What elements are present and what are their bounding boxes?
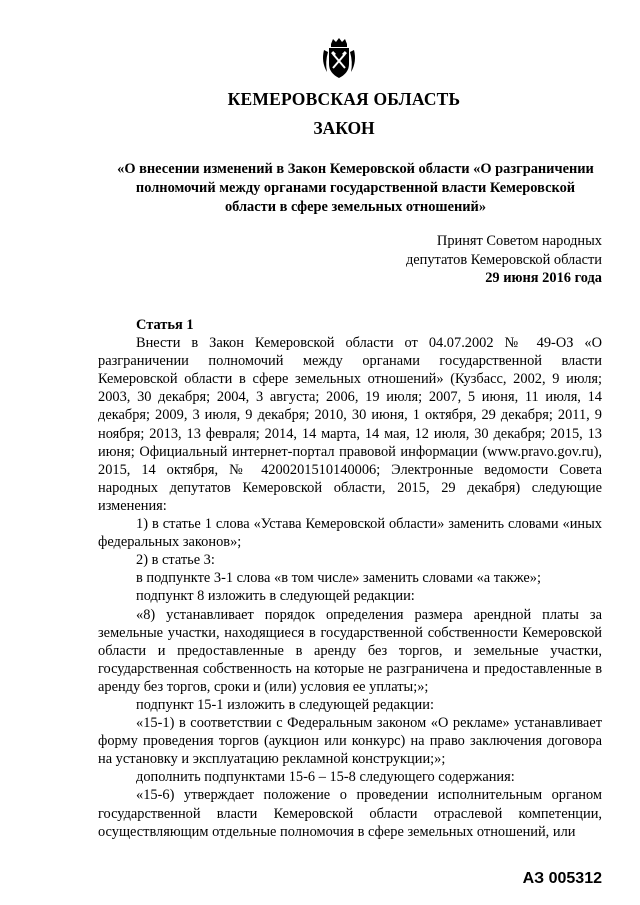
article-paragraph: «15-6) утверждает положение о проведении исполнительным органом государственной власти Кемеровской области отраслевой компетенции, осуществляющим отдельные полномочия в сфере земельных отношений, или: [98, 787, 602, 840]
law-name: [98, 160, 613, 217]
article-paragraph: в подпункте 3-1 слова «в том числе» заменить словами «а также»;: [136, 570, 541, 587]
adoption-block: [406, 232, 602, 288]
law-name-line: «О внесении изменений в Закон Кемеровской области «О разграничении: [117, 161, 594, 177]
article-paragraph: «15-1) в соответствии с Федеральным законом «О рекламе» устанавливает форму проведения торгов (аукцион или конкурс) на право заключения договора на установку и эксплуатацию рекламной конструкции;»;: [98, 715, 602, 768]
adoption-line: Принят Советом народных: [436, 233, 602, 249]
serial-number-stamp: АЗ 005312: [522, 870, 602, 887]
article-heading: Статья 1: [136, 317, 194, 333]
region-title: КЕМЕРОВСКАЯ ОБЛАСТЬ: [227, 89, 461, 109]
article-paragraph: 2) в статье 3:: [136, 552, 215, 569]
article-body: [98, 316, 602, 841]
article-paragraph: подпункт 8 изложить в следующей редакции:: [136, 588, 415, 605]
article-paragraph: подпункт 15-1 изложить в следующей редакции:: [136, 696, 434, 713]
coat-of-arms-icon: [321, 38, 357, 80]
article-paragraph: 1) в статье 1 слова «Устава Кемеровской области» заменить словами «иных федеральных законов»;: [98, 516, 602, 551]
adoption-date: 29 июня 2016 года: [485, 270, 602, 286]
law-name-line: области в сфере земельных отношений»: [224, 199, 487, 215]
law-name-line: полномочий между органами государственной власти Кемеровской: [135, 180, 576, 196]
article-paragraph: Внести в Закон Кемеровской области от 04.07.2002 № 49-ОЗ «О разграничении полномочий между органами государственной власти Кемеровской области в сфере земельных отношений» (Кузбасс, 2002, 9 июля; 2003, 30 декабря; 2004, 3 августа; 2006, 19 июля; 2007, 5 июня, 11 июля, 14 декабря; 2009, 3 июля, 9 декабря; 2010, 30 июня, 1 октября, 29 декабря; 2011, 9 ноября; 2013, 13 февраля; 2014, 14 марта, 14 мая, 12 июля, 30 декабря; 2015, 13 июня; Официальный интернет-портал правовой информации (www.pravo.gov.ru), 2015, 14 октября, № 4200201510140006; Электронные ведомости Совета народных депутатов Кемеровской области, 2015, 29 декабря) следующие изменения:: [98, 335, 602, 514]
adoption-line: депутатов Кемеровской области: [405, 251, 602, 268]
article-paragraph: дополнить подпунктами 15-6 – 15-8 следующего содержания:: [136, 769, 515, 786]
article-paragraph: «8) устанавливает порядок определения размера арендной платы за земельные участки, находящиеся в государственной собственности Кемеровской области и предоставленные в аренду без торгов, и земельные участки, государственная собственность на которые не разграничена и предоставленные в аренду без торгов, сроки и (или) условия ее уплаты;»;: [98, 606, 602, 695]
document-type-title: ЗАКОН: [313, 118, 375, 138]
